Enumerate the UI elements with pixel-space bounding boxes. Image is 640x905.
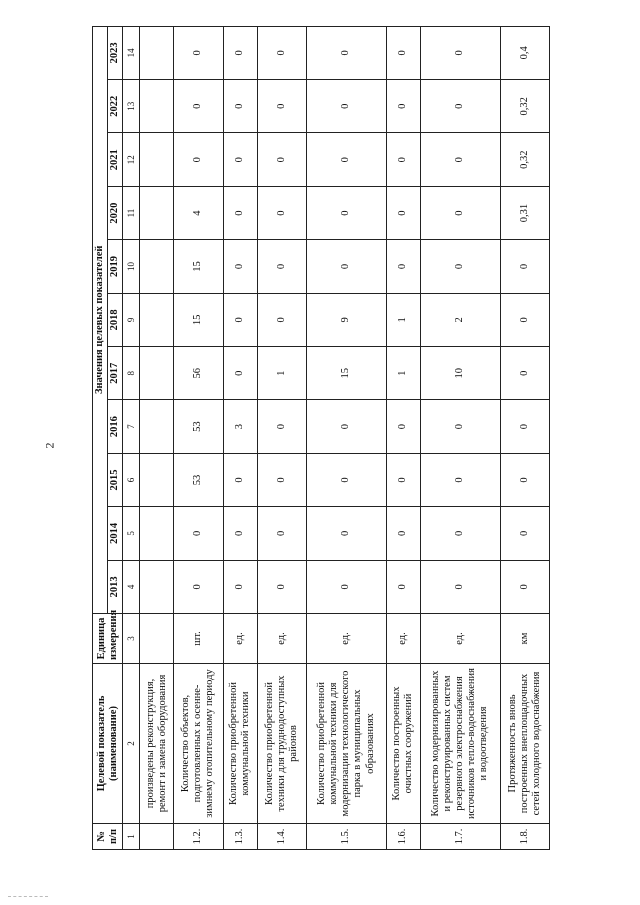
header-year: 2017 bbox=[108, 347, 123, 400]
value-cell: 9 bbox=[307, 293, 387, 346]
value-cell: 0 bbox=[174, 560, 223, 613]
indicator-name: произведены реконструкция, ремонт и замена оборудования bbox=[140, 664, 174, 824]
header-year: 2021 bbox=[108, 133, 123, 186]
value-cell: 0 bbox=[420, 400, 500, 453]
value-cell: 0,4 bbox=[500, 26, 549, 80]
value-cell: 53 bbox=[174, 400, 223, 453]
value-cell: 0 bbox=[223, 240, 257, 293]
value-cell: 0 bbox=[174, 507, 223, 560]
unit-cell: ед. bbox=[386, 614, 420, 664]
header-year: 2020 bbox=[108, 186, 123, 239]
value-cell: 1 bbox=[386, 293, 420, 346]
value-cell: 0,32 bbox=[500, 133, 549, 186]
unit-cell: шт. bbox=[174, 614, 223, 664]
unit-cell: ед. bbox=[307, 614, 387, 664]
row-number: 1.6. bbox=[386, 824, 420, 850]
column-number: 7 bbox=[123, 400, 140, 453]
column-number: 13 bbox=[123, 80, 140, 133]
table-row bbox=[386, 26, 420, 849]
row-number: 1.5. bbox=[307, 824, 387, 850]
value-cell: 0 bbox=[500, 240, 549, 293]
value-cell: 0 bbox=[386, 560, 420, 613]
rotated-table-container bbox=[92, 30, 550, 850]
value-cell: 3 bbox=[223, 400, 257, 453]
column-number: 11 bbox=[123, 186, 140, 239]
value-cell: 0 bbox=[307, 133, 387, 186]
value-cell: 0 bbox=[223, 560, 257, 613]
header-row-1 bbox=[93, 26, 108, 849]
value-cell bbox=[140, 26, 174, 80]
value-cell: 15 bbox=[307, 347, 387, 400]
value-cell: 0 bbox=[386, 400, 420, 453]
table-row bbox=[257, 26, 306, 849]
value-cell: 0 bbox=[307, 80, 387, 133]
value-cell: 0 bbox=[307, 26, 387, 80]
table-row bbox=[223, 26, 257, 849]
header-indicator: Целевой показатель (наименование) bbox=[93, 664, 123, 824]
table-row bbox=[174, 26, 223, 849]
value-cell bbox=[140, 560, 174, 613]
column-number: 5 bbox=[123, 507, 140, 560]
value-cell: 0 bbox=[174, 80, 223, 133]
value-cell: 0 bbox=[223, 293, 257, 346]
value-cell: 0 bbox=[257, 26, 306, 80]
table-row bbox=[140, 26, 174, 849]
value-cell: 0 bbox=[500, 453, 549, 506]
unit-cell: ед. bbox=[420, 614, 500, 664]
value-cell bbox=[140, 400, 174, 453]
column-number: 3 bbox=[123, 614, 140, 664]
header-year: 2019 bbox=[108, 240, 123, 293]
unit-cell bbox=[140, 614, 174, 664]
value-cell: 0 bbox=[257, 240, 306, 293]
value-cell: 0 bbox=[386, 133, 420, 186]
value-cell: 0 bbox=[420, 26, 500, 80]
value-cell: 0 bbox=[500, 293, 549, 346]
indicator-name: Протяженность вновь построенных внеплощадочных сетей холодного водоснабжения bbox=[500, 664, 549, 824]
value-cell: 0 bbox=[223, 507, 257, 560]
column-number: 9 bbox=[123, 293, 140, 346]
value-cell bbox=[140, 133, 174, 186]
indicator-name: Количество приобретенной техники для труднодоступных районов bbox=[257, 664, 306, 824]
column-number: 10 bbox=[123, 240, 140, 293]
value-cell: 0 bbox=[257, 400, 306, 453]
value-cell: 15 bbox=[174, 293, 223, 346]
row-number: 1.3. bbox=[223, 824, 257, 850]
value-cell: 0 bbox=[386, 453, 420, 506]
column-number: 12 bbox=[123, 133, 140, 186]
value-cell: 0 bbox=[386, 507, 420, 560]
row-number bbox=[140, 824, 174, 850]
value-cell bbox=[140, 240, 174, 293]
column-number-row bbox=[123, 26, 140, 849]
table-row bbox=[500, 26, 549, 849]
value-cell: 0 bbox=[420, 560, 500, 613]
value-cell: 0 bbox=[307, 240, 387, 293]
indicator-name: Количество приобретенной коммунальной техники bbox=[223, 664, 257, 824]
column-number: 14 bbox=[123, 26, 140, 80]
value-cell: 0 bbox=[500, 347, 549, 400]
header-year: 2016 bbox=[108, 400, 123, 453]
value-cell: 0 bbox=[223, 133, 257, 186]
value-cell: 0 bbox=[174, 26, 223, 80]
value-cell: 0 bbox=[386, 26, 420, 80]
value-cell: 0 bbox=[420, 507, 500, 560]
value-cell: 0 bbox=[257, 133, 306, 186]
target-indicators-table bbox=[92, 26, 550, 850]
row-number: 1.2. bbox=[174, 824, 223, 850]
header-year: 2014 bbox=[108, 507, 123, 560]
value-cell: 56 bbox=[174, 347, 223, 400]
value-cell: 0 bbox=[223, 347, 257, 400]
value-cell: 0 bbox=[257, 560, 306, 613]
value-cell: 0 bbox=[500, 400, 549, 453]
value-cell: 0 bbox=[257, 507, 306, 560]
value-cell: 0 bbox=[307, 560, 387, 613]
table-row bbox=[307, 26, 387, 849]
header-year: 2015 bbox=[108, 453, 123, 506]
value-cell: 0 bbox=[223, 26, 257, 80]
value-cell: 0 bbox=[500, 560, 549, 613]
column-number: 8 bbox=[123, 347, 140, 400]
row-number: 1.7. bbox=[420, 824, 500, 850]
value-cell: 0 bbox=[307, 400, 387, 453]
header-values-group: Значения целевых показателей bbox=[93, 26, 108, 613]
value-cell: 0 bbox=[307, 507, 387, 560]
value-cell: 0 bbox=[307, 186, 387, 239]
scan-footer-mark bbox=[8, 896, 48, 899]
value-cell: 0 bbox=[500, 507, 549, 560]
row-number: 1.8. bbox=[500, 824, 549, 850]
value-cell: 0 bbox=[223, 80, 257, 133]
value-cell: 53 bbox=[174, 453, 223, 506]
indicator-name: Количество модернизированных и реконструированных систем резервного электроснабжения источников тепло-водоснабжения и водоотведения bbox=[420, 664, 500, 824]
header-year: 2013 bbox=[108, 560, 123, 613]
value-cell: 4 bbox=[174, 186, 223, 239]
value-cell: 0,31 bbox=[500, 186, 549, 239]
column-number: 6 bbox=[123, 453, 140, 506]
value-cell: 15 bbox=[174, 240, 223, 293]
value-cell: 0,32 bbox=[500, 80, 549, 133]
value-cell: 1 bbox=[257, 347, 306, 400]
value-cell: 10 bbox=[420, 347, 500, 400]
row-number: 1.4. bbox=[257, 824, 306, 850]
indicator-name: Количество объектов, подготовленных к осенне-зимнему отопительному периоду bbox=[174, 664, 223, 824]
header-year: 2023 bbox=[108, 26, 123, 80]
column-number: 2 bbox=[123, 664, 140, 824]
value-cell: 2 bbox=[420, 293, 500, 346]
indicator-name: Количество приобретенной коммунальной техники для модернизации технологического парка в муниципальных образованиях bbox=[307, 664, 387, 824]
value-cell: 0 bbox=[174, 133, 223, 186]
value-cell: 1 bbox=[386, 347, 420, 400]
value-cell: 0 bbox=[386, 186, 420, 239]
table-row bbox=[420, 26, 500, 849]
value-cell: 0 bbox=[257, 80, 306, 133]
value-cell bbox=[140, 507, 174, 560]
table-body bbox=[123, 26, 550, 849]
value-cell: 0 bbox=[257, 453, 306, 506]
header-unit: Единица измерения bbox=[93, 614, 123, 664]
value-cell: 0 bbox=[307, 453, 387, 506]
value-cell bbox=[140, 80, 174, 133]
value-cell bbox=[140, 347, 174, 400]
value-cell bbox=[140, 186, 174, 239]
value-cell: 0 bbox=[420, 133, 500, 186]
value-cell: 0 bbox=[420, 186, 500, 239]
value-cell: 0 bbox=[386, 240, 420, 293]
value-cell: 0 bbox=[420, 453, 500, 506]
header-no: № п/п bbox=[93, 824, 123, 850]
value-cell: 0 bbox=[420, 240, 500, 293]
header-year: 2022 bbox=[108, 80, 123, 133]
value-cell: 0 bbox=[223, 186, 257, 239]
page-number: 2 bbox=[42, 442, 57, 449]
value-cell: 0 bbox=[223, 453, 257, 506]
value-cell: 0 bbox=[386, 80, 420, 133]
value-cell bbox=[140, 293, 174, 346]
value-cell bbox=[140, 453, 174, 506]
value-cell: 0 bbox=[257, 186, 306, 239]
indicator-name: Количество построенных очистных сооружений bbox=[386, 664, 420, 824]
unit-cell: км bbox=[500, 614, 549, 664]
unit-cell: ед. bbox=[223, 614, 257, 664]
column-number: 1 bbox=[123, 824, 140, 850]
column-number: 4 bbox=[123, 560, 140, 613]
value-cell: 0 bbox=[257, 293, 306, 346]
header-year: 2018 bbox=[108, 293, 123, 346]
unit-cell: ед. bbox=[257, 614, 306, 664]
value-cell: 0 bbox=[420, 80, 500, 133]
